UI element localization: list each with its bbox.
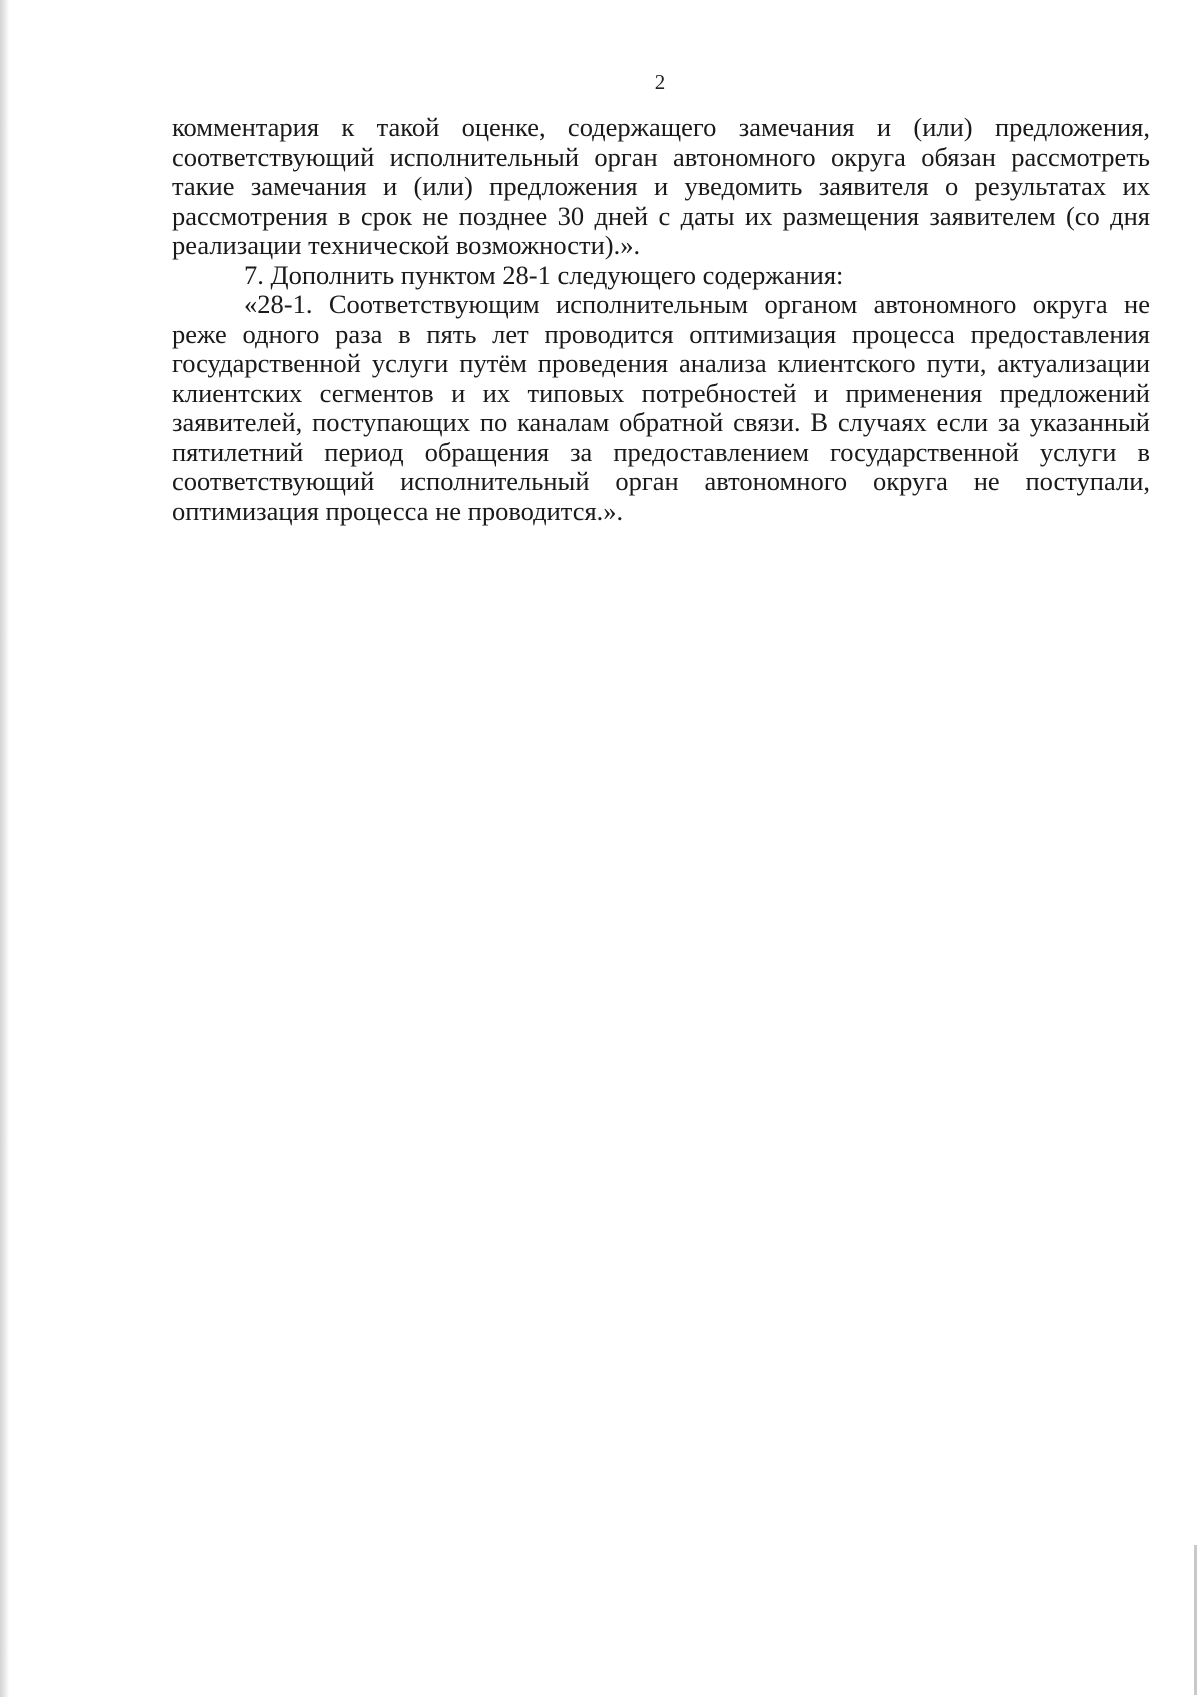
document-body [172, 113, 1150, 526]
paragraph-continuation: комментария к такой оценке, содержащего замечания и (или) предложения, соответствующий исполнительный орган автономного округа обязан рассмотреть такие замечания и (или) предложения и уведомить заявителя о результатах их рассмотрения в срок не позднее 30 дней с даты их размещения заявителем (со дня реализации технической возможности).». [172, 112, 1150, 260]
scan-right-edge-mark [1194, 1545, 1197, 1695]
scan-left-edge [0, 0, 9, 1697]
paragraph-point-28-1: «28-1. Соответствующим исполнительным органом автономного округа не реже одного раза в пять лет проводится оптимизация процесса предоставления государственной услуги путём проведения анализа клиентского пути, актуализации клиентских сегментов и их типовых потребностей и применения предложений заявителей, поступающих по каналам обратной связи. В случаях если за указанный пятилетний период обращения за предоставлением государственной услуги в соответствующий исполнительный орган автономного округа не поступали, оптимизация процесса не проводится.». [172, 289, 1150, 526]
page-number: 2 [654, 70, 666, 94]
paragraph-item-7: 7. Дополнить пунктом 28-1 следующего содержания: [244, 259, 844, 290]
